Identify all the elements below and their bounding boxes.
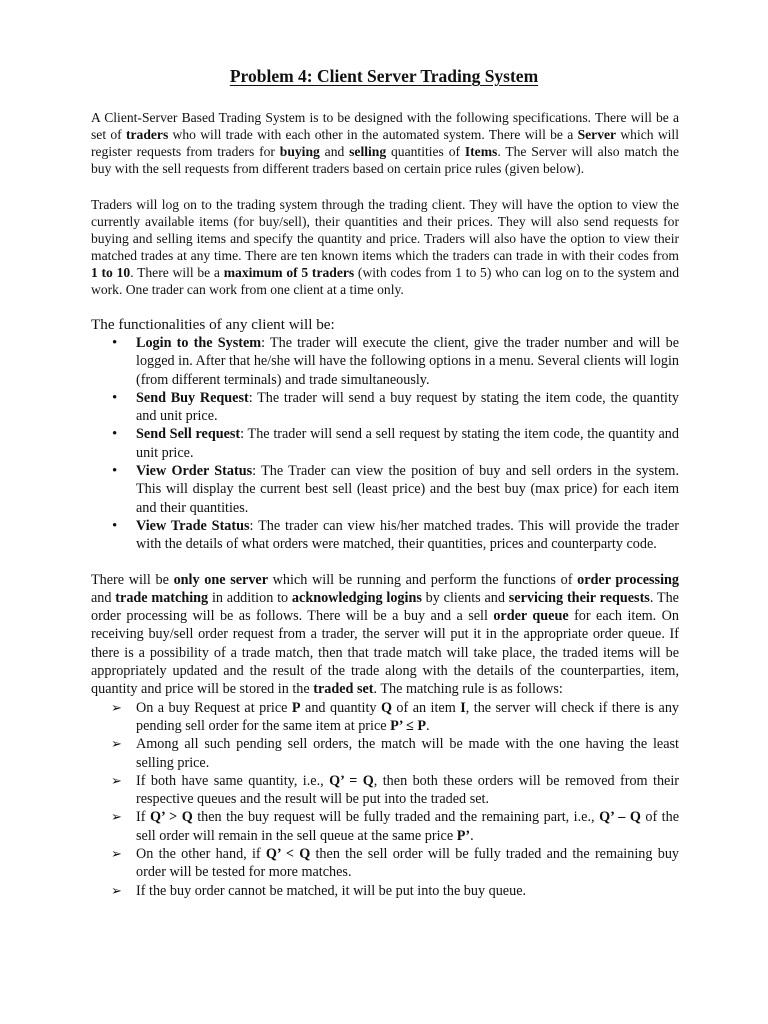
list-item: • Send Buy Request: The trader will send a buy request by stating the item code, the quantity and unit price. [112,389,679,425]
arrow-bullet-icon: ➢ [111,846,122,862]
list-item: • View Order Status: The Trader can view the position of buy and sell orders in the system. This will display the current best sell (least price) and the best buy (max price) for each item and their quantities. [112,463,679,516]
bullet-icon: • [112,426,118,443]
document-body [91,109,679,900]
page-title: Problem 4: Client Server Trading System [229,66,539,86]
bullet-icon: • [112,517,118,534]
list-item: ➢ On the other hand, if Q’ < Q then the sell order will be fully traded and the remaining buy order will be tested for more matches. [111,846,680,881]
arrow-bullet-icon: ➢ [111,699,122,715]
client-intro: The functionalities of any client will be: [91,316,335,333]
server-paragraph: There will be only one server which will be running and perform the functions of order processing and trade matching in addition to acknowledging logins by clients and servicing their requests. The order processing will be as follows. There will be a buy and a sell order queue for each item. On receiving buy/sell order request from a trader, the server will put it in the appropriate order queue. If there is a possibility of a trade match, then that trade match will take place, the traded items will be appropriately updated and the result of the trade along with the details of the counterparties, item, quantity and price will be stored in the traded set. The matching rule is as follows: [91,571,680,698]
client-function-list [91,334,679,554]
list-item: ➢ If both have same quantity, i.e., Q’ = Q, then both these orders will be removed from their respective queues and the result will be put into the traded set. [111,772,680,808]
bullet-icon: • [112,463,118,480]
list-item: ➢ On a buy Request at price P and quantity Q of an item I, the server will check if there is any pending sell order for the same item at price P’ ≤ P. [111,699,680,734]
list-item: ➢ Among all such pending sell orders, the match will be made with the one having the least selling price. [111,736,679,771]
arrow-bullet-icon: ➢ [111,809,122,825]
list-item: • Send Sell request: The trader will send a sell request by stating the item code, the quantity and unit price. [112,426,679,461]
list-item: ➢ If Q’ > Q then the buy request will be fully traded and the remaining part, i.e., Q’ – Q of the sell order will remain in the sell queue at the same price P’. [111,809,679,844]
arrow-bullet-icon: ➢ [111,772,122,788]
list-item: • View Trade Status: The trader can view his/her matched trades. This will provide the trader with the details of what orders were matched, their quantities, prices and counterparty code. [112,517,679,553]
logon-paragraph: Traders will log on to the trading system through the trading client. They will have the option to view the currently available items (for buy/sell), their quantities and their prices. They will also send requests for buying and selling items and specify the quantity and price. Traders will also have the option to view their matched trades at any time. There are ten known items which the traders can trade in with their codes from 1 to 10. There will be a maximum of 5 traders (with codes from 1 to 5) who can log on to the system and work. One trader can work from one client at a time only. [91,197,680,297]
list-item: • Login to the System: The trader will execute the client, give the trader number and will be logged in. After that he/she will have the following options in a menu. Several clients will login (from different terminals) and trade simultaneously. [112,335,679,388]
bullet-icon: • [112,335,118,351]
bullet-icon: • [112,389,118,406]
arrow-bullet-icon: ➢ [111,882,122,898]
matching-rules-list [91,699,679,900]
list-item: ➢ If the buy order cannot be matched, it will be put into the buy queue. [111,882,527,899]
intro-paragraph: A Client-Server Based Trading System is to be designed with the following specifications. There will be a set of traders who will trade with each other in the automated system. There will be a Server which will register requests from traders for buying and selling quantities of Items. The Server will also match the buy with the sell requests from different traders based on certain price rules (given below). [91,110,679,176]
arrow-bullet-icon: ➢ [111,736,122,752]
